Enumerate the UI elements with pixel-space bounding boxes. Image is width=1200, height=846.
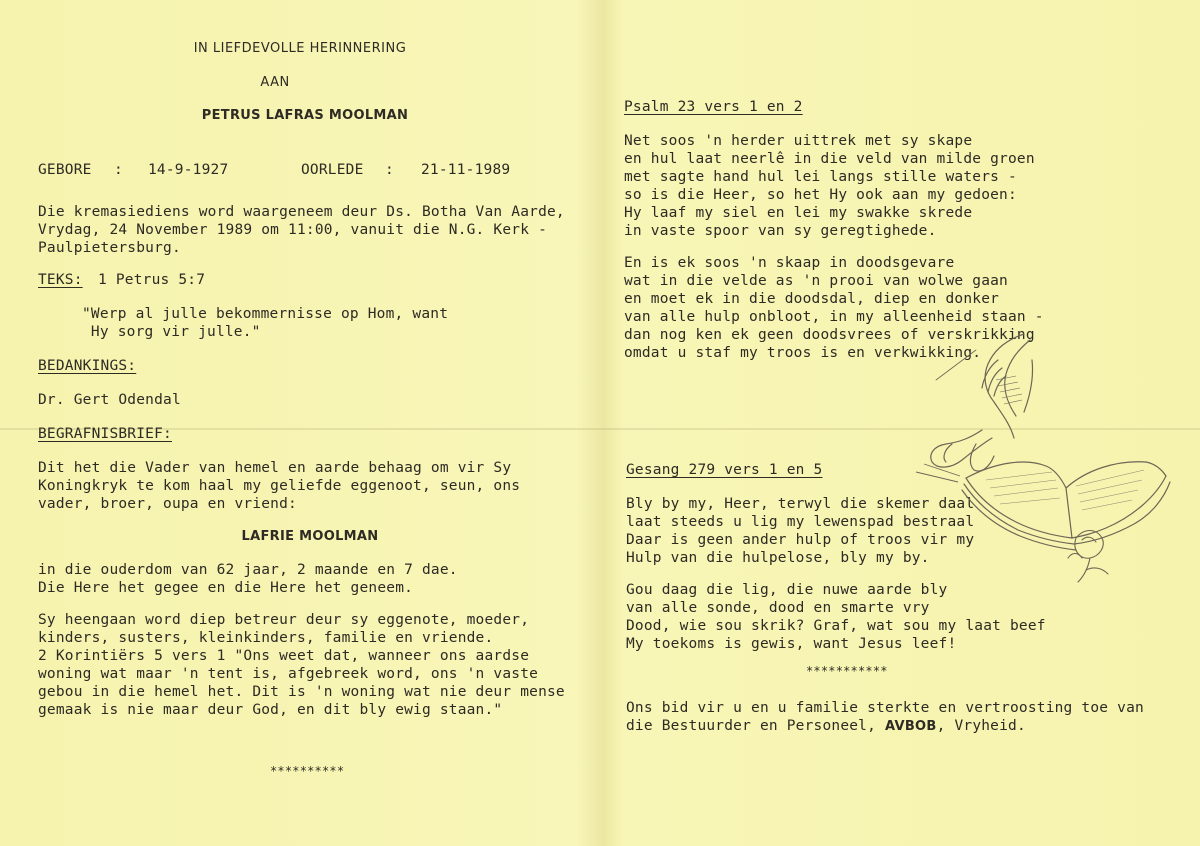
psalm-line: en moet ek in die doodsdal, diep en donker	[624, 291, 1000, 307]
psalm-line: van alle hulp onbloot, in my alleenheid staan -	[624, 309, 1044, 325]
died-label: OORLEDE	[301, 162, 364, 178]
born-label: GEBORE	[38, 162, 92, 178]
teks-label: TEKS:	[38, 272, 83, 288]
closing-town: , Vryheid.	[936, 718, 1026, 734]
gesang-line: Gou daag die lig, die nuwe aarde bly	[626, 582, 948, 598]
quote-line: "Werp al julle bekommernisse op Hom, want	[82, 306, 449, 322]
gesang-line: laat steeds u lig my lewenspad bestraal	[626, 514, 975, 530]
psalm-line: met sagte hand hul lei langs stille waters -	[624, 169, 1017, 185]
died-separator: :	[385, 162, 394, 178]
stars-divider: **********	[270, 764, 345, 778]
gesang-line: Hulp van die hulpelose, bly my by.	[626, 550, 930, 566]
born-date: 14-9-1927	[148, 162, 229, 178]
gesang-line: My toekoms is gewis, want Jesus leef!	[626, 636, 957, 652]
letter-line: Dit het die Vader van hemel en aarde behaag om vir Sy	[38, 460, 512, 476]
teks-reference: 1 Petrus 5:7	[98, 272, 206, 288]
right-page	[606, 0, 1200, 846]
stars-divider: ***********	[806, 664, 888, 678]
closing-staff: die Bestuurder en Personeel,	[626, 718, 877, 734]
mourn-line: gebou in die hemel het. Dit is 'n woning wat nie deur mense	[38, 684, 565, 700]
mourn-line: 2 Korintiërs 5 vers 1 "Ons weet dat, wanneer ons aardse	[38, 648, 530, 664]
gesang-line: Bly by my, Heer, terwyl die skemer daal	[626, 496, 975, 512]
psalm-line: so is die Heer, so het Hy ook aan my gedoen:	[624, 187, 1017, 203]
gesang-line: Daar is geen ander hulp of troos vir my	[626, 532, 975, 548]
header-remembrance: IN LIEFDEVOLLE HERINNERING	[193, 41, 407, 56]
gesang-title: Gesang 279 vers 1 en 5	[626, 462, 823, 478]
letter-line: Koningkryk te kom haal my geliefde eggenoot, seun, ons	[38, 478, 521, 494]
lily-flower-icon	[1056, 518, 1126, 588]
header-aan: AAN	[260, 75, 290, 90]
closing-line: Ons bid vir u en u familie sterkte en vertroosting toe van	[626, 700, 1144, 716]
age-line: in die ouderdom van 62 jaar, 2 maande en 7 dae.	[38, 562, 458, 578]
psalm-line: wat in die velde as 'n prooi van wolwe gaan	[624, 273, 1008, 289]
gesang-line: Dood, wie sou skrik? Graf, wat sou my laat beef	[626, 618, 1046, 634]
service-line: Paulpietersburg.	[38, 240, 181, 256]
psalm-line: Hy laaf my siel en lei my swakke skrede	[624, 205, 973, 221]
closing-company: AVBOB	[884, 719, 937, 734]
age-line: Die Here het gegee en die Here het geneem.	[38, 580, 414, 596]
mourn-line: woning wat maar 'n tent is, afgebreek word, ons 'n vaste	[38, 666, 539, 682]
psalm-line: En is ek soos 'n skaap in doodsgevare	[624, 255, 955, 271]
deceased-name: PETRUS LAFRAS MOOLMAN	[201, 108, 409, 123]
psalm-line: omdat u staf my troos is en verkwikking.	[624, 345, 982, 361]
psalm-line: in vaste spoor van sy geregtighede.	[624, 223, 937, 239]
service-line: Vrydag, 24 November 1989 om 11:00, vanuit die N.G. Kerk -	[38, 222, 547, 238]
mourn-line: kinders, susters, kleinkinders, familie en vriende.	[38, 630, 494, 646]
bedankings-label: BEDANKINGS:	[38, 358, 137, 374]
closing-line	[626, 717, 1026, 736]
begrafnisbrief-label: BEGRAFNISBRIEF:	[38, 426, 172, 442]
gesang-line: van alle sonde, dood en smarte vry	[626, 600, 930, 616]
open-bible-icon	[906, 440, 1176, 570]
mourn-line: Sy heengaan word diep betreur deur sy eggenote, moeder,	[38, 612, 530, 628]
letter-line: vader, broer, oupa en vriend:	[38, 496, 297, 512]
bedankings-name: Dr. Gert Odendal	[38, 392, 181, 408]
quote-line: Hy sorg vir julle."	[82, 324, 261, 340]
psalm-line: dan nog ken ek geen doodsvrees of verskrikking	[624, 327, 1035, 343]
psalm-line: en hul laat neerlê in die veld van milde groen	[624, 151, 1035, 167]
mourn-line: gemaak is nie maar deur God, en dit bly ewig staan."	[38, 702, 503, 718]
born-separator: :	[114, 162, 123, 178]
died-date: 21-11-1989	[421, 162, 511, 178]
psalm-line: Net soos 'n herder uittrek met sy skape	[624, 133, 973, 149]
nickname: LAFRIE MOOLMAN	[241, 529, 379, 544]
psalm-title: Psalm 23 vers 1 en 2	[624, 99, 803, 115]
service-line: Die kremasiediens word waargeneem deur Ds. Botha Van Aarde,	[38, 204, 565, 220]
